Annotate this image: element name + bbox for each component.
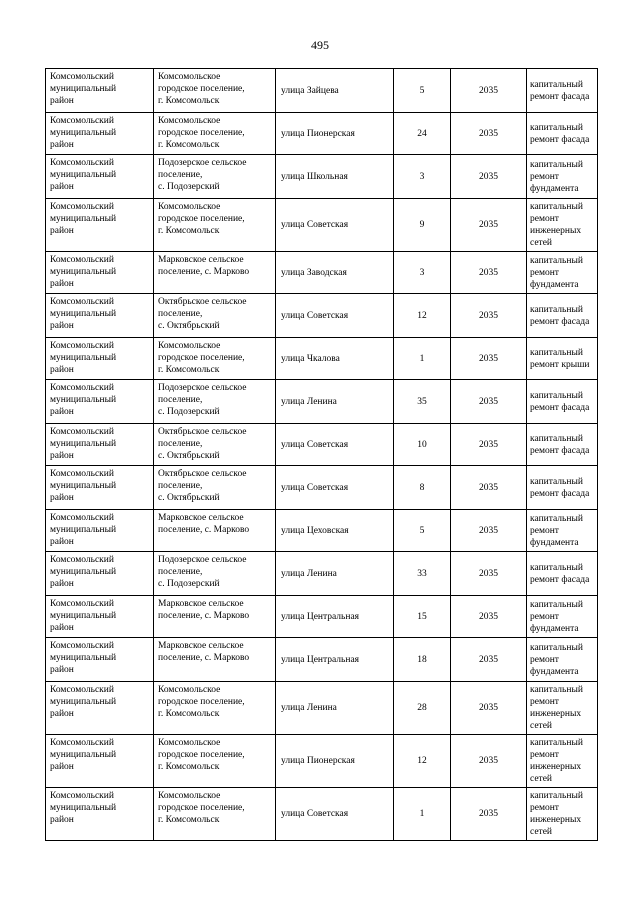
work-type-cell: [527, 69, 598, 113]
house-number-cell: [394, 735, 451, 788]
settlement-text: Октябрьское сельское поселение, с. Октябрьский: [158, 427, 247, 461]
district-cell: [46, 596, 154, 638]
settlement-cell: [154, 735, 276, 788]
table-row: [46, 252, 598, 294]
table-row: [46, 424, 598, 466]
year-text: 2035: [479, 439, 498, 450]
district-cell: [46, 252, 154, 294]
street-cell: [276, 113, 394, 155]
house-number-cell: [394, 552, 451, 596]
settlement-cell: [154, 69, 276, 113]
district-text: Комсомольский муниципальный район: [50, 469, 117, 503]
district-text: Комсомольский муниципальный район: [50, 555, 117, 589]
settlement-text: Марковское сельское поселение, с. Марково: [158, 255, 250, 277]
house-number-cell: [394, 788, 451, 841]
year-text: 2035: [479, 611, 498, 622]
work-type-cell: [527, 788, 598, 841]
settlement-cell: [154, 380, 276, 424]
table-row: [46, 510, 598, 552]
street-text: улица Чкалова: [281, 353, 340, 364]
house-number-cell: [394, 199, 451, 252]
year-text: 2035: [479, 267, 498, 278]
street-cell: [276, 69, 394, 113]
settlement-cell: [154, 113, 276, 155]
table-row: [46, 69, 598, 113]
street-text: улица Советская: [281, 809, 349, 819]
year-text: 2035: [479, 171, 498, 182]
house-number-cell: [394, 638, 451, 682]
year-cell: [451, 113, 527, 155]
district-text: Комсомольский муниципальный район: [50, 116, 117, 150]
settlement-cell: [154, 682, 276, 735]
table-row: [46, 596, 598, 638]
district-cell: [46, 199, 154, 252]
district-cell: [46, 510, 154, 552]
year-text: 2035: [479, 396, 498, 407]
work-type-cell: [527, 252, 598, 294]
settlement-cell: [154, 294, 276, 338]
work-type-cell: [527, 596, 598, 638]
settlement-text: Марковское сельское поселение, с. Марково: [158, 513, 250, 535]
street-text: улица Пионерская: [281, 128, 355, 139]
house-number-cell: [394, 596, 451, 638]
settlement-text: Комсомольское городское поселение, г. Комсомольск: [158, 341, 245, 375]
district-cell: [46, 294, 154, 338]
work-type-cell: [527, 735, 598, 788]
year-cell: [451, 424, 527, 466]
street-cell: [276, 552, 394, 596]
year-cell: [451, 682, 527, 735]
table-row: [46, 788, 598, 841]
year-cell: [451, 69, 527, 113]
year-cell: [451, 788, 527, 841]
district-cell: [46, 69, 154, 113]
work-type-cell: [527, 682, 598, 735]
work-type-cell: [527, 113, 598, 155]
table-row: [46, 552, 598, 596]
settlement-cell: [154, 788, 276, 841]
district-text: Комсомольский муниципальный район: [50, 297, 117, 331]
work-type-text: капитальный ремонт фасада: [530, 433, 590, 456]
house-number-cell: [394, 113, 451, 155]
year-text: 2035: [479, 568, 498, 579]
work-type-cell: [527, 510, 598, 552]
settlement-text: Комсомольское городское поселение, г. Комсомольск: [158, 685, 245, 719]
settlement-text: Марковское сельское поселение, с. Марково: [158, 641, 250, 663]
year-text: 2035: [479, 220, 498, 230]
year-cell: [451, 199, 527, 252]
house-number-text: 28: [417, 703, 427, 713]
district-cell: [46, 155, 154, 199]
year-cell: [451, 294, 527, 338]
settlement-text: Марковское сельское поселение, с. Марково: [158, 599, 250, 621]
table-body: [46, 69, 598, 841]
house-number-text: 10: [417, 439, 427, 450]
work-type-cell: [527, 466, 598, 510]
year-cell: [451, 638, 527, 682]
year-text: 2035: [479, 654, 498, 665]
house-number-text: 15: [417, 611, 427, 622]
street-cell: [276, 596, 394, 638]
year-text: 2035: [479, 756, 498, 766]
table-row: [46, 338, 598, 380]
table-row: [46, 380, 598, 424]
settlement-text: Комсомольское городское поселение, г. Комсомольск: [158, 116, 245, 150]
street-text: улица Центральная: [281, 611, 360, 622]
work-type-cell: [527, 638, 598, 682]
settlement-cell: [154, 155, 276, 199]
district-cell: [46, 466, 154, 510]
street-text: улица Советская: [281, 220, 349, 230]
house-number-cell: [394, 682, 451, 735]
house-number-text: 12: [417, 756, 427, 766]
street-text: улица Школьная: [281, 171, 348, 182]
street-cell: [276, 294, 394, 338]
work-type-text: капитальный ремонт крыши: [530, 347, 590, 370]
table-row: [46, 113, 598, 155]
work-type-text: капитальный ремонт фундамента: [530, 642, 583, 677]
street-cell: [276, 682, 394, 735]
work-type-text: капитальный ремонт фасада: [530, 390, 590, 413]
street-cell: [276, 788, 394, 841]
year-cell: [451, 252, 527, 294]
work-type-text: капитальный ремонт инженерных сетей: [530, 791, 583, 837]
year-cell: [451, 380, 527, 424]
house-number-text: 3: [419, 267, 425, 278]
district-text: Комсомольский муниципальный район: [50, 791, 117, 825]
house-number-text: 33: [417, 568, 427, 579]
district-cell: [46, 424, 154, 466]
work-type-cell: [527, 199, 598, 252]
table-row: [46, 294, 598, 338]
house-number-text: 5: [419, 85, 425, 96]
year-text: 2035: [479, 525, 498, 536]
street-cell: [276, 424, 394, 466]
year-cell: [451, 338, 527, 380]
work-type-text: капитальный ремонт инженерных сетей: [530, 685, 583, 731]
district-text: Комсомольский муниципальный район: [50, 72, 117, 106]
work-type-text: капитальный ремонт фасада: [530, 304, 590, 327]
year-text: 2035: [479, 482, 498, 493]
settlement-cell: [154, 510, 276, 552]
year-text: 2035: [479, 85, 498, 96]
house-number-cell: [394, 380, 451, 424]
table-row: [46, 199, 598, 252]
settlement-text: Подозерское сельское поселение, с. Подозерский: [158, 555, 247, 589]
work-type-text: капитальный ремонт фасада: [530, 476, 590, 499]
house-number-cell: [394, 466, 451, 510]
year-cell: [451, 552, 527, 596]
street-text: улица Центральная: [281, 654, 360, 665]
settlement-cell: [154, 252, 276, 294]
street-cell: [276, 510, 394, 552]
year-text: 2035: [479, 703, 498, 713]
work-type-text: капитальный ремонт инженерных сетей: [530, 202, 583, 248]
work-type-text: капитальный ремонт фасада: [530, 122, 590, 145]
district-text: Комсомольский муниципальный район: [50, 685, 117, 719]
district-cell: [46, 682, 154, 735]
house-number-text: 12: [417, 310, 427, 321]
district-cell: [46, 338, 154, 380]
settlement-cell: [154, 199, 276, 252]
year-cell: [451, 155, 527, 199]
settlement-text: Октябрьское сельское поселение, с. Октябрьский: [158, 469, 247, 503]
year-cell: [451, 466, 527, 510]
house-number-cell: [394, 69, 451, 113]
work-type-text: капитальный ремонт фундамента: [530, 599, 583, 634]
work-type-cell: [527, 424, 598, 466]
settlement-text: Подозерское сельское поселение, с. Подозерский: [158, 158, 247, 192]
district-cell: [46, 788, 154, 841]
year-cell: [451, 735, 527, 788]
year-text: 2035: [479, 353, 498, 364]
year-text: 2035: [479, 809, 498, 819]
settlement-text: Комсомольское городское поселение, г. Комсомольск: [158, 72, 245, 106]
district-text: Комсомольский муниципальный район: [50, 641, 117, 675]
district-text: Комсомольский муниципальный район: [50, 255, 117, 289]
settlement-cell: [154, 552, 276, 596]
street-text: улица Цеховская: [281, 525, 349, 536]
district-text: Комсомольский муниципальный район: [50, 599, 117, 633]
street-text: улица Советская: [281, 310, 349, 321]
street-text: улица Зайцева: [281, 85, 339, 96]
table-row: [46, 638, 598, 682]
street-cell: [276, 338, 394, 380]
house-number-cell: [394, 252, 451, 294]
street-text: улица Заводская: [281, 267, 347, 278]
settlement-text: Подозерское сельское поселение, с. Подозерский: [158, 383, 247, 417]
settlement-cell: [154, 338, 276, 380]
settlement-text: Комсомольское городское поселение, г. Комсомольск: [158, 791, 245, 825]
house-number-cell: [394, 338, 451, 380]
street-text: улица Ленина: [281, 396, 337, 407]
house-number-text: 35: [417, 396, 427, 407]
work-type-text: капитальный ремонт фундамента: [530, 159, 583, 194]
house-number-text: 5: [419, 525, 425, 536]
work-type-cell: [527, 294, 598, 338]
year-text: 2035: [479, 128, 498, 139]
district-text: Комсомольский муниципальный район: [50, 738, 117, 772]
table-row: [46, 155, 598, 199]
house-number-text: 1: [419, 809, 425, 819]
work-type-cell: [527, 552, 598, 596]
district-text: Комсомольский муниципальный район: [50, 158, 117, 192]
street-text: улица Ленина: [281, 703, 337, 713]
district-cell: [46, 638, 154, 682]
settlement-cell: [154, 466, 276, 510]
street-text: улица Ленина: [281, 568, 337, 579]
district-text: Комсомольский муниципальный район: [50, 513, 117, 547]
street-cell: [276, 155, 394, 199]
work-type-cell: [527, 338, 598, 380]
district-text: Комсомольский муниципальный район: [50, 427, 117, 461]
street-cell: [276, 638, 394, 682]
house-number-text: 18: [417, 654, 427, 665]
page-number: 495: [311, 38, 329, 52]
district-cell: [46, 735, 154, 788]
settlement-text: Октябрьское сельское поселение, с. Октябрьский: [158, 297, 247, 331]
year-cell: [451, 596, 527, 638]
district-text: Комсомольский муниципальный район: [50, 341, 117, 375]
work-type-text: капитальный ремонт фундамента: [530, 513, 583, 548]
street-cell: [276, 735, 394, 788]
work-type-text: капитальный ремонт инженерных сетей: [530, 738, 583, 784]
district-cell: [46, 380, 154, 424]
settlement-cell: [154, 424, 276, 466]
settlement-cell: [154, 596, 276, 638]
house-number-text: 8: [419, 482, 425, 493]
table-row: [46, 466, 598, 510]
work-type-cell: [527, 380, 598, 424]
district-text: Комсомольский муниципальный район: [50, 383, 117, 417]
house-number-text: 24: [417, 128, 427, 139]
repair-schedule-table: [45, 68, 598, 841]
street-text: улица Советская: [281, 439, 349, 450]
work-type-text: капитальный ремонт фасада: [530, 562, 590, 585]
street-cell: [276, 199, 394, 252]
street-cell: [276, 466, 394, 510]
table-row: [46, 735, 598, 788]
work-type-cell: [527, 155, 598, 199]
house-number-cell: [394, 155, 451, 199]
street-cell: [276, 252, 394, 294]
street-text: улица Советская: [281, 482, 349, 493]
house-number-cell: [394, 510, 451, 552]
district-cell: [46, 552, 154, 596]
settlement-cell: [154, 638, 276, 682]
settlement-text: Комсомольское городское поселение, г. Комсомольск: [158, 202, 245, 236]
district-cell: [46, 113, 154, 155]
house-number-cell: [394, 294, 451, 338]
year-text: 2035: [479, 310, 498, 321]
house-number-text: 3: [419, 171, 425, 182]
work-type-text: капитальный ремонт фундамента: [530, 255, 583, 290]
house-number-text: 1: [419, 353, 425, 364]
work-type-text: капитальный ремонт фасада: [530, 79, 590, 102]
house-number-cell: [394, 424, 451, 466]
settlement-text: Комсомольское городское поселение, г. Комсомольск: [158, 738, 245, 772]
year-cell: [451, 510, 527, 552]
house-number-text: 9: [419, 220, 425, 230]
street-cell: [276, 380, 394, 424]
table-row: [46, 682, 598, 735]
street-text: улица Пионерская: [281, 756, 355, 766]
district-text: Комсомольский муниципальный район: [50, 202, 117, 236]
